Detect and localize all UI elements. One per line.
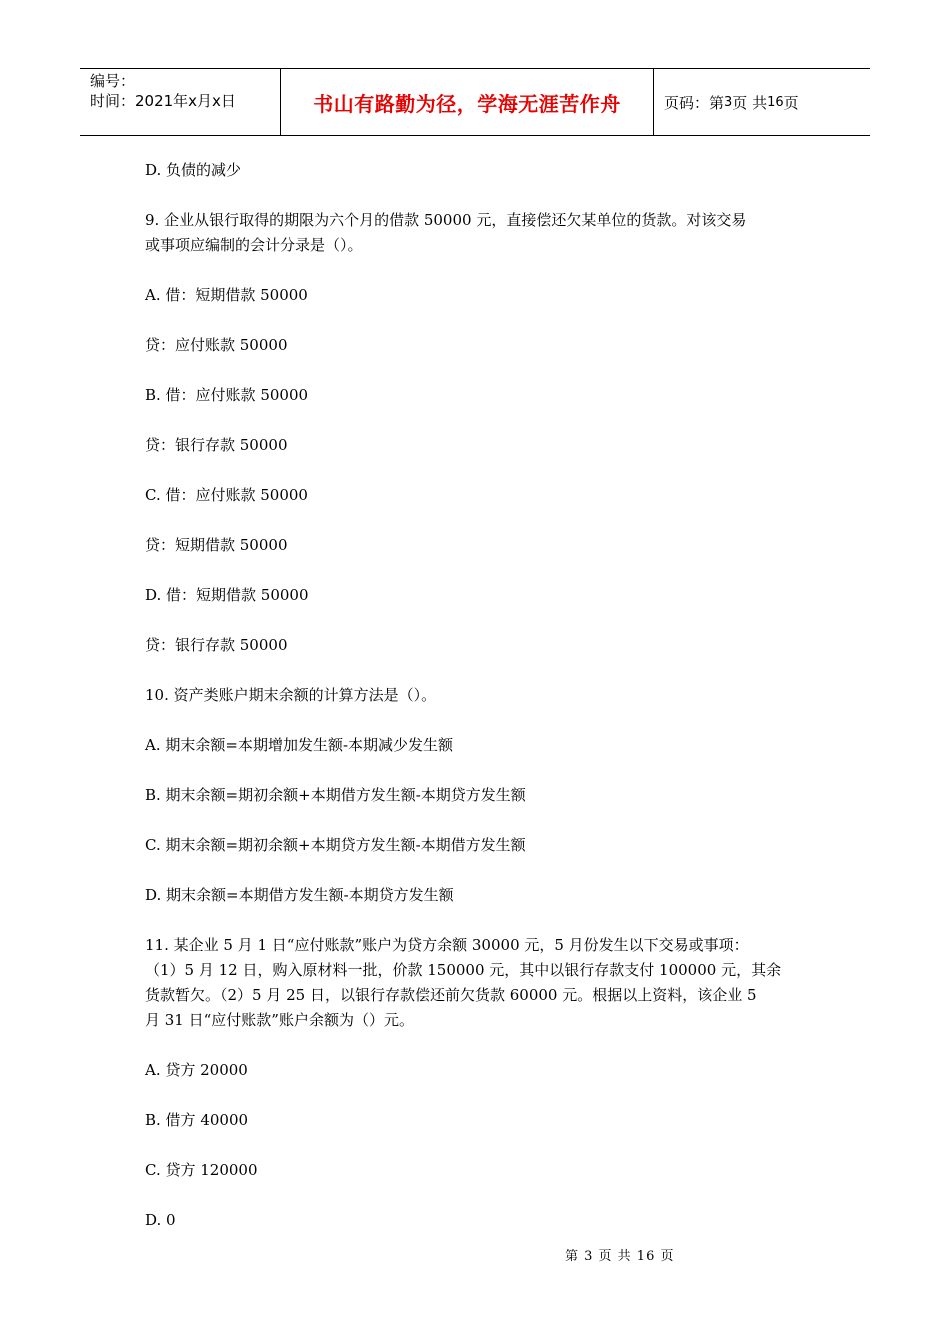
option-c-q11: C. 贷方 120000 [145,1161,258,1179]
question-9-line2: 或事项应编制的会计分录是（）。 [145,236,363,254]
option-c-credit: 贷：短期借款 50000 [145,536,288,554]
page-header [80,68,870,136]
option-d-q11: D. 0 [145,1211,176,1229]
option-b-debit: B. 借：应付账款 50000 [145,386,309,404]
question-11-line1: 11. 某企业 5 月 1 日“应付账款”账户为贷方余额 30000 元，5 月份发生以下交易或事项： [145,936,749,954]
option-c-q10: C. 期末余额=期初余额+本期贷方发生额-本期借方发生额 [145,836,526,854]
page-total: 16 [767,94,784,110]
option-d-q10: D. 期末余额=本期借方发生额-本期贷方发生额 [145,886,454,904]
header-page-info [654,69,870,135]
page-end-label: 页 [783,93,799,112]
question-11-line3: 货款暂欠。（2）5 月 25 日，以银行存款偿还前欠货款 60000 元。根据以上资料，该企业 5 [145,986,757,1004]
page-mid-label: 页 共 [732,93,768,112]
header-motto: 书山有路勤为径，学海无涯苦作舟 [281,69,654,135]
option-a-q11: A. 贷方 20000 [145,1061,248,1079]
option-d-credit: 贷：银行存款 50000 [145,636,288,654]
option-d-q8: D. 负债的减少 [145,161,242,179]
option-d-debit: D. 借：短期借款 50000 [145,586,309,604]
time-label: 时间：2021年x月x日 [90,92,236,110]
footer-page-number: 第 3 页 共 16 页 [565,1249,675,1264]
question-11-line4: 月 31 日“应付账款”账户余额为（）元。 [145,1011,414,1029]
option-c-debit: C. 借：应付账款 50000 [145,486,308,504]
document-body [145,158,810,1233]
question-9-line1: 9. 企业从银行取得的期限为六个月的借款 50000 元，直接偿还欠某单位的货款。对该交易 [145,211,747,229]
question-10: 10. 资产类账户期末余额的计算方法是（）。 [145,686,437,704]
option-b-q10: B. 期末余额=期初余额+本期借方发生额-本期贷方发生额 [145,786,526,804]
option-a-credit: 贷：应付账款 50000 [145,336,288,354]
header-info [80,69,281,135]
code-label: 编号： [90,72,136,90]
option-a-q10: A. 期末余额=本期增加发生额-本期减少发生额 [145,736,454,754]
page-number: 3 [724,94,733,110]
option-a-debit: A. 借：短期借款 50000 [145,286,308,304]
option-b-credit: 贷：银行存款 50000 [145,436,288,454]
page-label: 页码：第 [664,93,725,112]
question-11-line2: （1）5 月 12 日，购入原材料一批，价款 150000 元，其中以银行存款支付 100000 元，其余 [145,961,782,979]
option-b-q11: B. 借方 40000 [145,1111,249,1129]
